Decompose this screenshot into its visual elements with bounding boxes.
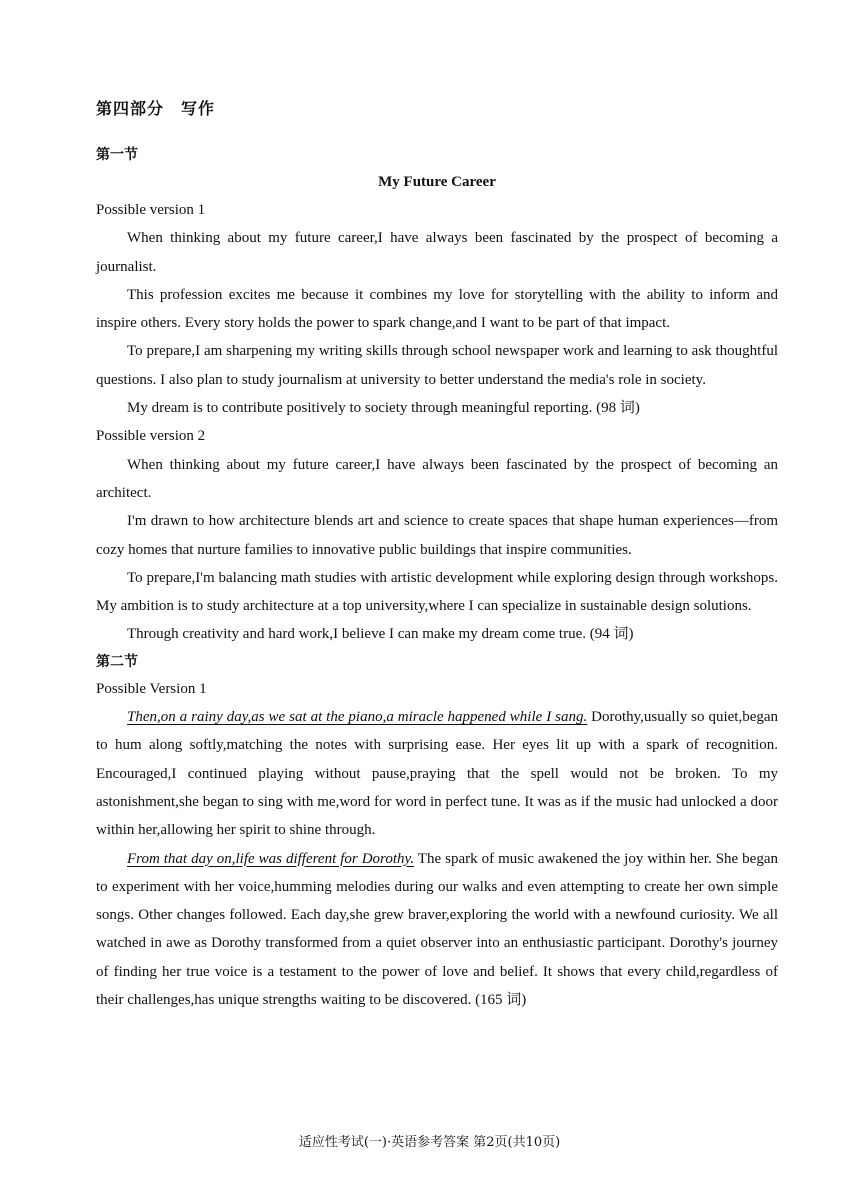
v1-paragraph-4: My dream is to contribute positively to society through meaningful reporting. (98 词) [127,400,640,417]
continuation-paragraph-2 [96,845,778,1015]
version-2-label: Possible version 2 [96,428,206,445]
v1-paragraph-3: To prepare,I am sharpening my writing skills through school newspaper work and learning to ask thoughtful questions. I also plan to study journalism at university to better understand the media's role in society. [96,343,778,388]
section-2-version-label: Possible Version 1 [96,680,207,697]
section-2-title: 第二节 [96,653,138,670]
page-footer: 适应性考试(一)·英语参考答案 第2页(共10页) [298,1135,561,1150]
given-opening-sentence-1: Then,on a rainy day,as we sat at the piano,a miracle happened while I sang. [127,709,588,726]
given-opening-sentence-2: From that day on,life was different for Dorothy. [127,850,415,867]
essay-title: My Future Career [378,174,496,190]
section-1-title: 第一节 [96,147,138,163]
v1-paragraph-2: This profession excites me because it combines my love for storytelling with the ability to inform and inspire others. Every story holds the power to spark change,and I want to be part of that impact. [96,286,778,332]
version-1-label: Possible version 1 [96,202,206,218]
v2-paragraph-1: When thinking about my future career,I have always been fascinated by the prospect of becoming an architect. [96,456,778,501]
paragraph-2-body: The spark of music awakened the joy within her. She began to experiment with her voice,humming melodies during our walks and even attempting to create her own simple songs. Other changes followed. Each day,she grew braver,exploring the world with a newfound curiosity. We all watched in awe as Dorothy transformed from a quiet observer into an enthusiastic participant. Dorothy's journey of finding her true voice is a testament to the power of love and belief. It shows that every child,regardless of their challenges,has unique strengths waiting to be discovered. (165 词) [96,850,779,1009]
v2-paragraph-3: To prepare,I'm balancing math studies with artistic development while exploring design through workshops. My ambition is to study architecture at a top university,where I can specialize in sustainable design solutions. [96,569,778,615]
continuation-paragraph-1 [96,703,778,844]
v2-paragraph-4: Through creativity and hard work,I believe I can make my dream come true. (94 词) [127,626,634,643]
page-content [96,96,778,1014]
part-title: 第四部分 写作 [96,99,216,118]
v1-paragraph-1: When thinking about my future career,I have always been fascinated by the prospect of becoming a journalist. [96,230,778,275]
v2-paragraph-2: I'm drawn to how architecture blends art and science to create spaces that shape human experiences—from cozy homes that nurture families to innovative public buildings that inspire communities. [96,513,778,558]
paragraph-1-body: Dorothy,usually so quiet,began to hum along softly,matching the notes with surprising ease. Her eyes lit up with a spark of recognition. Encouraged,I continued playing without pause,praying that the spell would not be broken. To my astonishment,she began to sing with me,word for word in perfect tune. It was as if the music had unlocked a door within her,allowing her spirit to shine through. [96,709,779,839]
